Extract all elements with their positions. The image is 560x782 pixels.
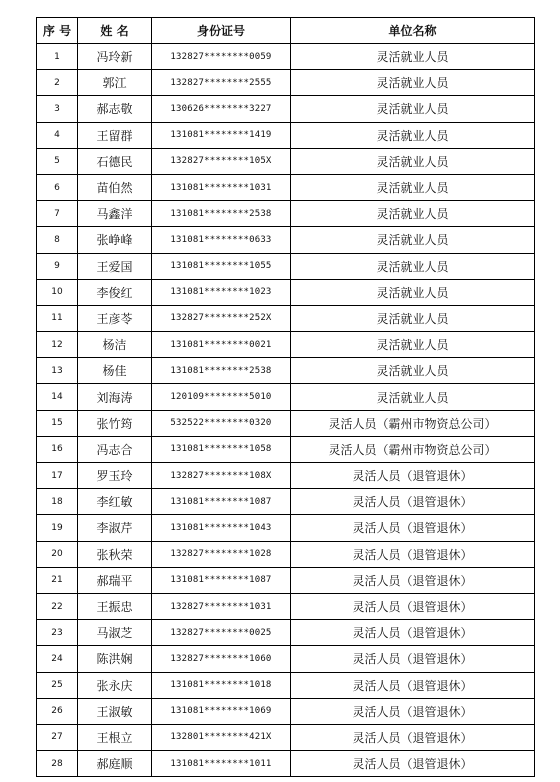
cell-unit: 灵活就业人员 xyxy=(291,305,535,331)
cell-name: 刘海涛 xyxy=(78,384,152,410)
cell-name: 郝庭顺 xyxy=(78,751,152,777)
cell-name: 张秋荣 xyxy=(78,541,152,567)
cell-name: 王淑敏 xyxy=(78,698,152,724)
cell-name: 杨洁 xyxy=(78,332,152,358)
cell-name: 郝瑞平 xyxy=(78,567,152,593)
cell-unit: 灵活人员（退管退休） xyxy=(291,593,535,619)
cell-unit: 灵活人员（退管退休） xyxy=(291,567,535,593)
cell-id: 130626********3227 xyxy=(152,96,291,122)
header-name: 姓 名 xyxy=(78,18,152,44)
cell-id: 131081********1419 xyxy=(152,122,291,148)
cell-no: 8 xyxy=(37,227,78,253)
table-row xyxy=(37,541,535,567)
cell-unit: 灵活就业人员 xyxy=(291,148,535,174)
cell-unit: 灵活就业人员 xyxy=(291,201,535,227)
cell-no: 23 xyxy=(37,620,78,646)
cell-no: 10 xyxy=(37,279,78,305)
table-row xyxy=(37,489,535,515)
header-row xyxy=(37,18,535,44)
cell-no: 3 xyxy=(37,96,78,122)
header-unit: 单位名称 xyxy=(291,18,535,44)
cell-unit: 灵活就业人员 xyxy=(291,96,535,122)
personnel-table xyxy=(36,17,535,777)
cell-no: 5 xyxy=(37,148,78,174)
cell-name: 陈洪娴 xyxy=(78,646,152,672)
header-no: 序 号 xyxy=(37,18,78,44)
cell-id: 132827********1028 xyxy=(152,541,291,567)
table-row xyxy=(37,253,535,279)
cell-id: 132801********421X xyxy=(152,724,291,750)
table-row xyxy=(37,593,535,619)
cell-name: 石德民 xyxy=(78,148,152,174)
cell-no: 7 xyxy=(37,201,78,227)
cell-name: 李俊红 xyxy=(78,279,152,305)
table-row xyxy=(37,672,535,698)
table-row xyxy=(37,201,535,227)
cell-unit: 灵活就业人员 xyxy=(291,70,535,96)
cell-unit: 灵活人员（退管退休） xyxy=(291,489,535,515)
cell-no: 24 xyxy=(37,646,78,672)
cell-unit: 灵活就业人员 xyxy=(291,122,535,148)
cell-id: 131081********1069 xyxy=(152,698,291,724)
cell-unit: 灵活就业人员 xyxy=(291,279,535,305)
cell-id: 132827********105X xyxy=(152,148,291,174)
cell-id: 132827********1031 xyxy=(152,593,291,619)
cell-id: 131081********1055 xyxy=(152,253,291,279)
cell-name: 李红敏 xyxy=(78,489,152,515)
table-row xyxy=(37,751,535,777)
table-row xyxy=(37,122,535,148)
cell-id: 131081********2538 xyxy=(152,358,291,384)
cell-name: 李淑芹 xyxy=(78,515,152,541)
table-row xyxy=(37,227,535,253)
cell-name: 冯玲新 xyxy=(78,44,152,70)
cell-no: 22 xyxy=(37,593,78,619)
cell-id: 131081********1058 xyxy=(152,436,291,462)
cell-name: 王彦苓 xyxy=(78,305,152,331)
cell-name: 郝志敬 xyxy=(78,96,152,122)
table-row xyxy=(37,279,535,305)
cell-no: 27 xyxy=(37,724,78,750)
table-row xyxy=(37,567,535,593)
cell-id: 132827********1060 xyxy=(152,646,291,672)
cell-unit: 灵活人员（退管退休） xyxy=(291,515,535,541)
cell-name: 王振忠 xyxy=(78,593,152,619)
cell-unit: 灵活人员（退管退休） xyxy=(291,751,535,777)
table-row xyxy=(37,698,535,724)
cell-no: 9 xyxy=(37,253,78,279)
table-row xyxy=(37,620,535,646)
table-row xyxy=(37,384,535,410)
cell-id: 532522********0320 xyxy=(152,410,291,436)
table-row xyxy=(37,148,535,174)
cell-no: 20 xyxy=(37,541,78,567)
table-row xyxy=(37,646,535,672)
cell-no: 1 xyxy=(37,44,78,70)
cell-unit: 灵活人员（退管退休） xyxy=(291,698,535,724)
cell-no: 4 xyxy=(37,122,78,148)
cell-unit: 灵活就业人员 xyxy=(291,227,535,253)
cell-no: 21 xyxy=(37,567,78,593)
cell-id: 120109********5010 xyxy=(152,384,291,410)
cell-unit: 灵活就业人员 xyxy=(291,384,535,410)
cell-name: 王留群 xyxy=(78,122,152,148)
cell-no: 16 xyxy=(37,436,78,462)
cell-name: 冯志合 xyxy=(78,436,152,462)
table-row xyxy=(37,436,535,462)
cell-name: 罗玉玲 xyxy=(78,463,152,489)
cell-id: 131081********1023 xyxy=(152,279,291,305)
cell-unit: 灵活就业人员 xyxy=(291,358,535,384)
cell-name: 张峥峰 xyxy=(78,227,152,253)
cell-unit: 灵活人员（退管退休） xyxy=(291,646,535,672)
cell-id: 132827********108X xyxy=(152,463,291,489)
cell-unit: 灵活人员（霸州市物资总公司） xyxy=(291,436,535,462)
table-row xyxy=(37,174,535,200)
cell-unit: 灵活就业人员 xyxy=(291,332,535,358)
cell-name: 张竹筠 xyxy=(78,410,152,436)
cell-name: 杨佳 xyxy=(78,358,152,384)
cell-no: 14 xyxy=(37,384,78,410)
table-row xyxy=(37,463,535,489)
cell-no: 2 xyxy=(37,70,78,96)
table-row xyxy=(37,44,535,70)
cell-no: 17 xyxy=(37,463,78,489)
cell-id: 132827********0025 xyxy=(152,620,291,646)
cell-id: 131081********0021 xyxy=(152,332,291,358)
cell-id: 131081********2538 xyxy=(152,201,291,227)
cell-no: 6 xyxy=(37,174,78,200)
cell-id: 131081********1043 xyxy=(152,515,291,541)
cell-name: 张永庆 xyxy=(78,672,152,698)
cell-name: 王爱国 xyxy=(78,253,152,279)
cell-unit: 灵活人员（霸州市物资总公司） xyxy=(291,410,535,436)
cell-no: 26 xyxy=(37,698,78,724)
cell-id: 132827********2555 xyxy=(152,70,291,96)
cell-no: 18 xyxy=(37,489,78,515)
cell-unit: 灵活人员（退管退休） xyxy=(291,541,535,567)
table-row xyxy=(37,410,535,436)
table-body xyxy=(37,44,535,777)
cell-id: 131081********1011 xyxy=(152,751,291,777)
cell-unit: 灵活人员（退管退休） xyxy=(291,463,535,489)
cell-name: 马鑫洋 xyxy=(78,201,152,227)
cell-id: 132827********252X xyxy=(152,305,291,331)
table-row xyxy=(37,70,535,96)
cell-id: 131081********1087 xyxy=(152,567,291,593)
table-row xyxy=(37,724,535,750)
cell-unit: 灵活人员（退管退休） xyxy=(291,620,535,646)
cell-no: 15 xyxy=(37,410,78,436)
cell-unit: 灵活人员（退管退休） xyxy=(291,724,535,750)
cell-unit: 灵活人员（退管退休） xyxy=(291,672,535,698)
table-row xyxy=(37,515,535,541)
table-row xyxy=(37,96,535,122)
cell-name: 王根立 xyxy=(78,724,152,750)
cell-unit: 灵活就业人员 xyxy=(291,44,535,70)
cell-no: 12 xyxy=(37,332,78,358)
table-row xyxy=(37,358,535,384)
cell-id: 132827********0059 xyxy=(152,44,291,70)
cell-id: 131081********1018 xyxy=(152,672,291,698)
table-row xyxy=(37,332,535,358)
cell-no: 19 xyxy=(37,515,78,541)
cell-id: 131081********0633 xyxy=(152,227,291,253)
cell-name: 苗伯然 xyxy=(78,174,152,200)
cell-no: 11 xyxy=(37,305,78,331)
header-id: 身份证号 xyxy=(152,18,291,44)
cell-unit: 灵活就业人员 xyxy=(291,253,535,279)
cell-id: 131081********1031 xyxy=(152,174,291,200)
cell-name: 马淑芝 xyxy=(78,620,152,646)
table-header xyxy=(37,18,535,44)
cell-no: 25 xyxy=(37,672,78,698)
cell-name: 郭江 xyxy=(78,70,152,96)
cell-no: 13 xyxy=(37,358,78,384)
cell-unit: 灵活就业人员 xyxy=(291,174,535,200)
table-row xyxy=(37,305,535,331)
cell-id: 131081********1087 xyxy=(152,489,291,515)
cell-no: 28 xyxy=(37,751,78,777)
